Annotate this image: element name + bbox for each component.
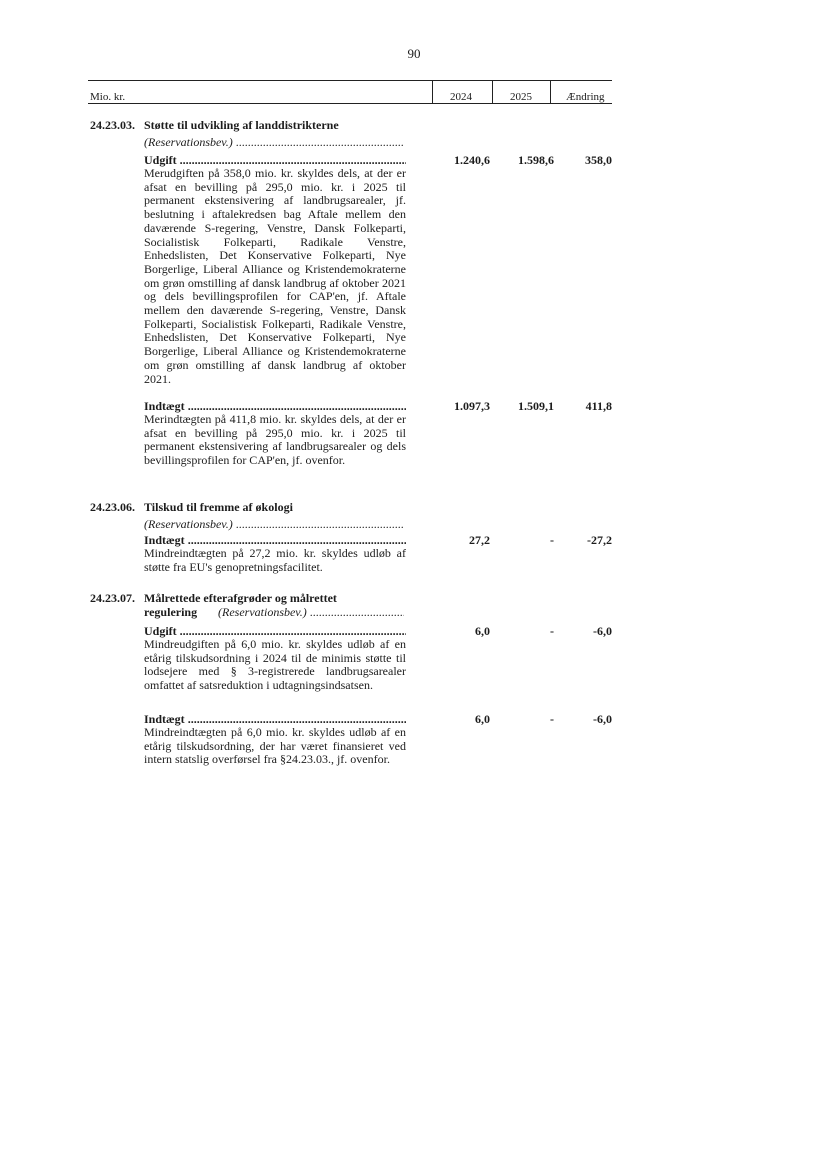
- entry-text: Mindreudgiften på 6,0 mio. kr. skyldes udløb af en etårig tilskudsordning i 2024 til de minimis støtte til lodsejere med § 3-registrerede landbrugsarealer omfattet af satsreduktion i udtagningsindsatsen.: [144, 637, 406, 693]
- value-2024: 1.097,3: [454, 399, 490, 413]
- value-2024: 27,2: [469, 533, 490, 547]
- value-change: 358,0: [585, 153, 612, 167]
- value-2025: -: [550, 533, 554, 547]
- entry-text: Mindreindtægten på 27,2 mio. kr. skyldes udløb af støtte fra EU's genopretningsfacilitet.: [144, 546, 406, 574]
- header-rule-bottom: [88, 103, 612, 104]
- value-change: -27,2: [587, 533, 612, 547]
- value-2025: 1.509,1: [518, 399, 554, 413]
- section-subtitle: (Reservationsbev.) .....: [144, 517, 404, 531]
- header-rule-top: [88, 80, 612, 81]
- value-2024: 1.240,6: [454, 153, 490, 167]
- column-divider-2024: [432, 80, 433, 103]
- header-2024: 2024: [450, 91, 472, 103]
- value-change: -6,0: [593, 712, 612, 726]
- section-title: Støtte til udvikling af landdistrikterne: [144, 118, 339, 132]
- section-number: 24.23.07.: [90, 591, 135, 605]
- section-number: 24.23.06.: [90, 500, 135, 514]
- entry-label-indtaegt: Indtægt .....: [144, 399, 406, 413]
- value-2025: 1.598,6: [518, 153, 554, 167]
- value-change: -6,0: [593, 624, 612, 638]
- entry-label-udgift: Udgift .....: [144, 624, 406, 638]
- section-subtitle: (Reservationsbev.) .....: [218, 605, 404, 619]
- page-number: 90: [407, 46, 421, 61]
- section-title: Tilskud til fremme af økologi: [144, 500, 293, 514]
- column-divider-2025: [492, 80, 493, 103]
- section-title: Målrettede efterafgrøder og målrettet regulering: [144, 591, 337, 619]
- entry-text: Mindreindtægten på 6,0 mio. kr. skyldes udløb af en etårig tilskudsordning, der har været finansieret ved intern statslig overførsel fra §24.23.03., jf. ovenfor.: [144, 725, 406, 767]
- entry-label-udgift: Udgift .....: [144, 153, 406, 167]
- value-2025: -: [550, 624, 554, 638]
- header-unit-label: Mio. kr.: [90, 91, 126, 103]
- section-subtitle: (Reservationsbev.) .....: [144, 135, 404, 149]
- section-number: 24.23.03.: [90, 118, 135, 132]
- value-2025: -: [550, 712, 554, 726]
- header-2025: 2025: [510, 91, 532, 103]
- entry-label-indtaegt: Indtægt .....: [144, 533, 406, 547]
- value-change: 411,8: [585, 399, 612, 413]
- entry-text: Merudgiften på 358,0 mio. kr. skyldes dels, at der er afsat en bevilling på 295,0 mio. kr. i 2025 til permanent ekstensivering af landbrugsarealer, jf. beslutning i aftalekredsen bag Aftale mellem den daværende S-regering, Venstre, Dansk Folkeparti, Socialistisk Folkeparti, Radikale Venstre, Enhedslisten, Det Konservative Folkeparti, Nye Borgerlige, Liberal Alliance og Kristendemokraterne om grøn omstilling af dansk landbrug af oktober 2021 og dels bevillingsprofilen for CAP'en, jf. Aftale mellem den daværende S-regering, Venstre, Dansk Folkeparti, Socialistisk Folkeparti, Radikale Venstre, Enhedslisten, Det Konservative Folkeparti, Nye Borgerlige, Liberal Alliance og Kristendemokraterne om grøn omstilling af dansk landbrug af oktober 2021.: [144, 166, 406, 386]
- value-2024: 6,0: [475, 712, 490, 726]
- value-2024: 6,0: [475, 624, 490, 638]
- header-change: Ændring: [566, 91, 605, 103]
- column-divider-change: [550, 80, 551, 103]
- entry-label-indtaegt: Indtægt .....: [144, 712, 406, 726]
- entry-text: Merindtægten på 411,8 mio. kr. skyldes dels, at der er afsat en bevilling på 295,0 mio. kr. i 2025 til permanent ekstensivering af landbrugsarealer og dels bevillingsprofilen for CAP'en, jf. ovenfor.: [144, 412, 406, 468]
